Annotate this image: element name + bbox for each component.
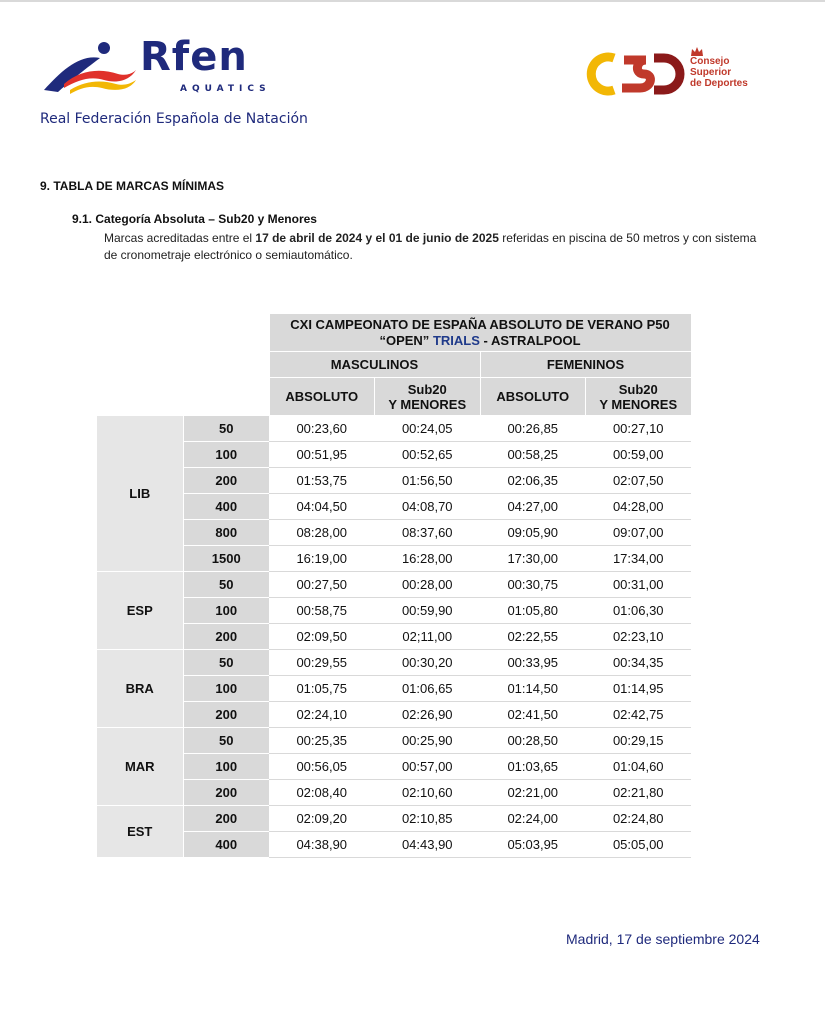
time-cell-f-abs: 00:33,95: [480, 650, 586, 676]
time-cell-m-abs: 00:25,35: [269, 728, 375, 754]
table-title-row: [97, 314, 691, 352]
csd-line-2: Superior: [690, 67, 732, 78]
time-cell-m-abs: 02:08,40: [269, 780, 375, 806]
time-cell-m-sub: 08:37,60: [375, 520, 481, 546]
minimum-times-table: [97, 313, 692, 858]
csd-logo: [584, 46, 764, 106]
time-cell-m-abs: 00:51,95: [269, 442, 375, 468]
table-row: [97, 650, 691, 676]
time-cell-f-sub: 00:34,35: [586, 650, 692, 676]
stroke-cell: MAR: [97, 728, 183, 806]
blank-cell: [97, 378, 269, 416]
signoff-date: Madrid, 17 de septiembre 2024: [566, 931, 760, 947]
time-cell-m-abs: 04:38,90: [269, 832, 375, 858]
table-row: [97, 468, 691, 494]
time-cell-m-sub: 02;11,00: [375, 624, 481, 650]
distance-cell: 50: [183, 572, 269, 598]
time-cell-f-abs: 02:21,00: [480, 780, 586, 806]
time-cell-f-abs: 04:27,00: [480, 494, 586, 520]
time-cell-m-abs: 16:19,00: [269, 546, 375, 572]
csd-line-1: Consejo: [690, 56, 730, 67]
time-cell-m-abs: 01:05,75: [269, 676, 375, 702]
time-cell-m-sub: 04:43,90: [375, 832, 481, 858]
rfen-brand-text: Rfen: [140, 34, 248, 80]
time-cell-m-sub: 02:26,90: [375, 702, 481, 728]
time-cell-m-abs: 00:23,60: [269, 416, 375, 442]
table-body: [97, 314, 691, 858]
stroke-cell: EST: [97, 806, 183, 858]
intro-post: referidas en piscina de 50 metros y con sistema de cronometraje electrónico o semiautomático.: [104, 231, 757, 262]
table-row: [97, 832, 691, 858]
time-cell-m-sub: 16:28,00: [375, 546, 481, 572]
csd-line-3: de Deportes: [690, 78, 748, 89]
time-cell-f-sub: 02:42,75: [586, 702, 692, 728]
time-cell-f-sub: 00:27,10: [586, 416, 692, 442]
table-row: [97, 546, 691, 572]
time-cell-m-abs: 08:28,00: [269, 520, 375, 546]
gender-female-header: FEMENINOS: [480, 352, 691, 378]
time-cell-f-abs: 09:05,90: [480, 520, 586, 546]
time-cell-f-abs: 00:26,85: [480, 416, 586, 442]
title-line-2: [270, 333, 691, 349]
federation-name: Real Federación Española de Natación: [40, 111, 308, 127]
blank-cell: [97, 314, 269, 352]
swimmer-icon: [40, 40, 140, 96]
section-title: 9. TABLA DE MARCAS MÍNIMAS: [40, 179, 224, 193]
time-cell-f-abs: 01:14,50: [480, 676, 586, 702]
table-row: [97, 780, 691, 806]
male-absoluto-header: ABSOLUTO: [269, 378, 375, 416]
sub20-line-1: Sub20: [618, 381, 658, 397]
stroke-cell: BRA: [97, 650, 183, 728]
distance-cell: 400: [183, 832, 269, 858]
gender-row: [97, 352, 691, 378]
intro-pre: Marcas acreditadas entre el: [104, 231, 256, 245]
table-row: [97, 494, 691, 520]
distance-cell: 50: [183, 416, 269, 442]
table-row: [97, 754, 691, 780]
male-sub20-header: [375, 378, 481, 416]
time-cell-m-abs: 00:58,75: [269, 598, 375, 624]
blank-cell: [97, 352, 269, 378]
distance-cell: 200: [183, 780, 269, 806]
female-absoluto-header: ABSOLUTO: [480, 378, 586, 416]
table-row: [97, 572, 691, 598]
table-row: [97, 416, 691, 442]
distance-cell: 1500: [183, 546, 269, 572]
time-cell-f-sub: 02:07,50: [586, 468, 692, 494]
distance-cell: 200: [183, 702, 269, 728]
title-line-1: CXI CAMPEONATO DE ESPAÑA ABSOLUTO DE VERANO P50: [290, 316, 670, 332]
time-cell-f-sub: 02:24,80: [586, 806, 692, 832]
stroke-cell: ESP: [97, 572, 183, 650]
time-cell-m-sub: 00:30,20: [375, 650, 481, 676]
time-cell-f-abs: 00:28,50: [480, 728, 586, 754]
time-cell-f-sub: 02:23,10: [586, 624, 692, 650]
table-row: [97, 624, 691, 650]
time-cell-f-abs: 01:05,80: [480, 598, 586, 624]
table-row: [97, 806, 691, 832]
time-cell-f-sub: 09:07,00: [586, 520, 692, 546]
time-cell-f-sub: 05:05,00: [586, 832, 692, 858]
table-row: [97, 520, 691, 546]
title-open: “OPEN”: [379, 332, 433, 348]
title-trials: TRIALS: [432, 332, 480, 348]
rfen-logo: [40, 34, 271, 102]
time-cell-f-abs: 00:30,75: [480, 572, 586, 598]
time-cell-f-abs: 05:03,95: [480, 832, 586, 858]
time-cell-f-abs: 02:41,50: [480, 702, 586, 728]
stroke-cell: LIB: [97, 416, 183, 572]
distance-cell: 200: [183, 624, 269, 650]
time-cell-m-sub: 01:56,50: [375, 468, 481, 494]
time-cell-m-sub: 00:57,00: [375, 754, 481, 780]
intro-paragraph: [104, 230, 764, 264]
distance-cell: 100: [183, 676, 269, 702]
distance-cell: 100: [183, 598, 269, 624]
csd-mark-icon: [584, 52, 686, 96]
distance-cell: 800: [183, 520, 269, 546]
time-cell-f-abs: 02:06,35: [480, 468, 586, 494]
distance-cell: 50: [183, 650, 269, 676]
time-cell-f-sub: 00:29,15: [586, 728, 692, 754]
distance-cell: 200: [183, 468, 269, 494]
time-cell-f-sub: 01:06,30: [586, 598, 692, 624]
time-cell-f-sub: 01:04,60: [586, 754, 692, 780]
table-row: [97, 676, 691, 702]
time-cell-m-sub: 00:28,00: [375, 572, 481, 598]
intro-bold-dates: 17 de abril de 2024 y el 01 de junio de 2025: [255, 231, 499, 245]
table-row: [97, 702, 691, 728]
time-cell-m-abs: 02:24,10: [269, 702, 375, 728]
time-cell-m-sub: 02:10,60: [375, 780, 481, 806]
gender-male-header: MASCULINOS: [269, 352, 480, 378]
time-cell-f-sub: 00:31,00: [586, 572, 692, 598]
time-cell-f-sub: 04:28,00: [586, 494, 692, 520]
distance-cell: 50: [183, 728, 269, 754]
time-cell-m-abs: 02:09,20: [269, 806, 375, 832]
time-cell-f-sub: 00:59,00: [586, 442, 692, 468]
sub20-line-2: Y MENORES: [599, 396, 678, 412]
time-cell-f-abs: 02:24,00: [480, 806, 586, 832]
time-cell-m-abs: 00:56,05: [269, 754, 375, 780]
category-row: [97, 378, 691, 416]
rfen-subbrand-text: AQUATICS: [180, 84, 271, 94]
championship-title: [269, 314, 691, 352]
time-cell-m-sub: 02:10,85: [375, 806, 481, 832]
time-cell-m-sub: 00:52,65: [375, 442, 481, 468]
distance-cell: 200: [183, 806, 269, 832]
time-cell-f-abs: 02:22,55: [480, 624, 586, 650]
table-row: [97, 442, 691, 468]
time-cell-m-sub: 01:06,65: [375, 676, 481, 702]
time-cell-m-abs: 02:09,50: [269, 624, 375, 650]
time-cell-f-abs: 00:58,25: [480, 442, 586, 468]
time-cell-f-abs: 17:30,00: [480, 546, 586, 572]
female-sub20-header: [586, 378, 692, 416]
distance-cell: 400: [183, 494, 269, 520]
sub20-line-2: Y MENORES: [388, 396, 467, 412]
time-cell-m-abs: 04:04,50: [269, 494, 375, 520]
time-cell-m-abs: 01:53,75: [269, 468, 375, 494]
subsection-title: 9.1. Categoría Absoluta – Sub20 y Menores: [72, 212, 317, 226]
distance-cell: 100: [183, 754, 269, 780]
distance-cell: 100: [183, 442, 269, 468]
sub20-line-1: Sub20: [407, 381, 447, 397]
time-cell-m-abs: 00:29,55: [269, 650, 375, 676]
table-row: [97, 598, 691, 624]
time-cell-m-sub: 00:59,90: [375, 598, 481, 624]
time-cell-f-sub: 02:21,80: [586, 780, 692, 806]
time-cell-m-abs: 00:27,50: [269, 572, 375, 598]
top-border: [0, 0, 825, 2]
time-cell-m-sub: 00:25,90: [375, 728, 481, 754]
title-sponsor: - ASTRALPOOL: [479, 332, 581, 348]
time-cell-f-sub: 17:34,00: [586, 546, 692, 572]
time-cell-m-sub: 04:08,70: [375, 494, 481, 520]
csd-text: [690, 56, 748, 89]
table-row: [97, 728, 691, 754]
time-cell-f-sub: 01:14,95: [586, 676, 692, 702]
time-cell-m-sub: 00:24,05: [375, 416, 481, 442]
time-cell-f-abs: 01:03,65: [480, 754, 586, 780]
